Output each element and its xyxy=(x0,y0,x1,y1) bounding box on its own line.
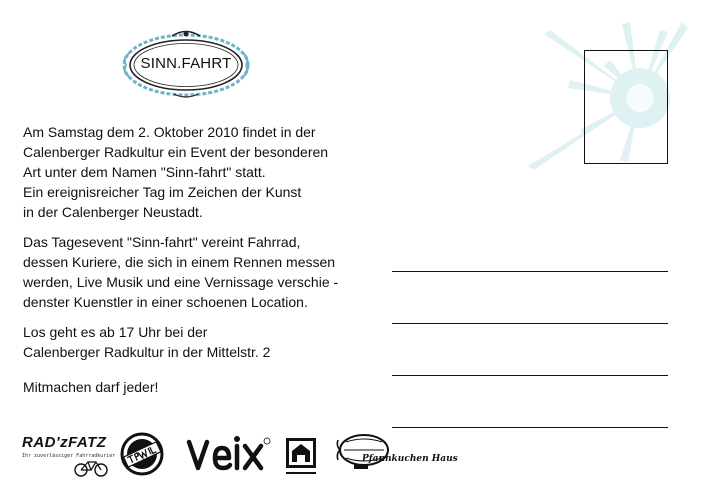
sponsor-pfannkuchen xyxy=(336,432,458,478)
text-line: Calenberger Radkultur ein Event der besonderen xyxy=(23,144,329,160)
text-line: Art unter dem Namen "Sinn-fahrt" statt. xyxy=(23,164,266,180)
zeppelin-icon xyxy=(336,432,396,474)
sponsor-tagline: Ihr zuverlässiger Fahrradkurier xyxy=(22,453,116,459)
text-line: Ein ereignisreicher Tag im Zeichen der Kunst xyxy=(23,184,302,200)
call-to-action: Mitmachen darf jeder! xyxy=(23,379,159,395)
sponsor-logos xyxy=(0,428,701,488)
house-icon xyxy=(284,436,318,478)
sponsor-name: RAD'zFATZ xyxy=(22,434,107,451)
address-line xyxy=(392,323,668,324)
veix-logo xyxy=(185,434,271,474)
text-line: Los geht es ab 17 Uhr bei der xyxy=(23,324,208,340)
text-line: werden, Live Musik und eine Vernissage verschie - xyxy=(23,274,339,290)
sponsor-radzfatz xyxy=(22,434,116,478)
sponsor-name: Pfannkuchen Haus xyxy=(362,454,458,464)
text-line: dessen Kuriere, die sich in einem Rennen messen xyxy=(23,254,336,270)
paragraph xyxy=(23,122,383,222)
treiwerk-logo xyxy=(120,432,164,476)
bicycle-icon xyxy=(74,459,108,477)
stamp-box xyxy=(584,50,668,164)
text-line: Am Samstag dem 2. Oktober 2010 findet in der xyxy=(23,124,316,140)
address-line xyxy=(392,375,668,376)
text-line: Das Tagesevent "Sinn-fahrt" vereint Fahrrad, xyxy=(23,234,301,250)
badge-title: SINN.FAHRT xyxy=(140,55,232,72)
sinnfahrt-badge xyxy=(120,28,252,100)
paragraph xyxy=(23,232,383,312)
paragraph xyxy=(23,322,383,362)
invitation-text xyxy=(23,122,383,372)
address-line xyxy=(392,271,668,272)
text-line: Calenberger Radkultur in der Mittelstr. 2 xyxy=(23,344,271,360)
text-line: denster Kuenstler in einer schoenen Location. xyxy=(23,294,308,310)
text-line: in der Calenberger Neustadt. xyxy=(23,204,203,220)
